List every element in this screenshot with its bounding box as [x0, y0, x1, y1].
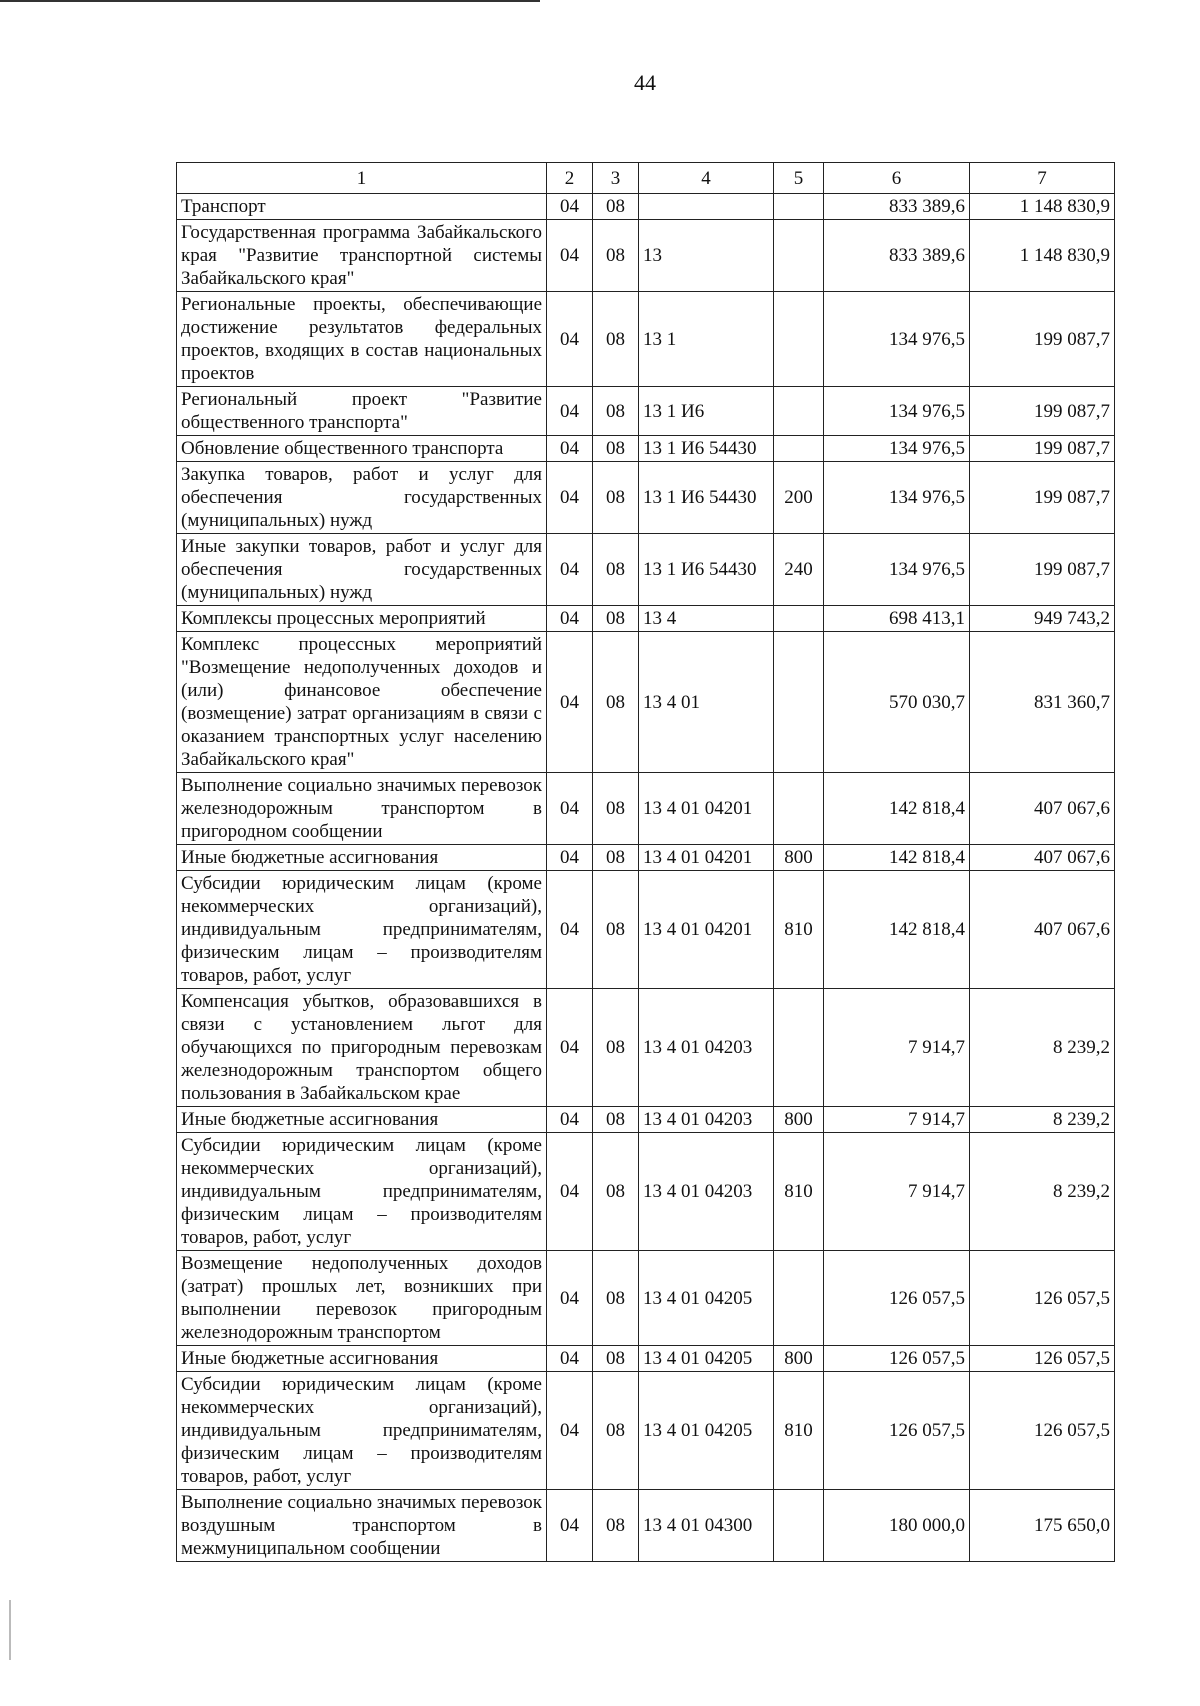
table-row	[177, 1346, 1115, 1372]
table-row	[177, 194, 1115, 220]
cell-target-article: 13	[639, 220, 774, 292]
cell-amount-col6: 142 818,4	[824, 845, 970, 871]
cell-name: Иные бюджетные ассигнования	[177, 845, 547, 871]
cell-target-article: 13 4 01 04203	[639, 1133, 774, 1251]
header-col-4: 4	[639, 163, 774, 194]
cell-amount-col6: 134 976,5	[824, 387, 970, 436]
cell-name: Иные бюджетные ассигнования	[177, 1346, 547, 1372]
cell-name: Региональные проекты, обеспечивающие достижение результатов федеральных проектов, входящих в состав национальных проектов	[177, 292, 547, 387]
header-col-6: 6	[824, 163, 970, 194]
cell-section: 04	[547, 292, 593, 387]
table-header-row	[177, 163, 1115, 194]
cell-subsection: 08	[593, 1372, 639, 1490]
cell-section: 04	[547, 220, 593, 292]
scan-margin-mark	[9, 1600, 11, 1660]
cell-expense-type	[774, 436, 824, 462]
cell-target-article: 13 4 01 04205	[639, 1372, 774, 1490]
cell-name: Иные закупки товаров, работ и услуг для обеспечения государственных (муниципальных) нужд	[177, 534, 547, 606]
table-row	[177, 436, 1115, 462]
table-row	[177, 632, 1115, 773]
cell-section: 04	[547, 606, 593, 632]
cell-target-article: 13 1 И6 54430	[639, 436, 774, 462]
cell-target-article: 13 4 01 04201	[639, 773, 774, 845]
cell-subsection: 08	[593, 1490, 639, 1562]
cell-subsection: 08	[593, 534, 639, 606]
header-col-7: 7	[970, 163, 1115, 194]
cell-amount-col7: 199 087,7	[970, 436, 1115, 462]
cell-expense-type	[774, 194, 824, 220]
cell-amount-col7: 407 067,6	[970, 845, 1115, 871]
cell-name: Обновление общественного транспорта	[177, 436, 547, 462]
cell-name: Комплексы процессных мероприятий	[177, 606, 547, 632]
cell-section: 04	[547, 1372, 593, 1490]
cell-section: 04	[547, 1346, 593, 1372]
table-row	[177, 220, 1115, 292]
cell-expense-type: 810	[774, 871, 824, 989]
cell-subsection: 08	[593, 871, 639, 989]
cell-target-article: 13 4 01 04300	[639, 1490, 774, 1562]
cell-amount-col7: 949 743,2	[970, 606, 1115, 632]
cell-expense-type: 800	[774, 1107, 824, 1133]
cell-subsection: 08	[593, 436, 639, 462]
cell-amount-col7: 199 087,7	[970, 292, 1115, 387]
cell-subsection: 08	[593, 1133, 639, 1251]
cell-section: 04	[547, 773, 593, 845]
cell-amount-col6: 570 030,7	[824, 632, 970, 773]
cell-amount-col6: 126 057,5	[824, 1372, 970, 1490]
cell-amount-col7: 1 148 830,9	[970, 194, 1115, 220]
table-row	[177, 773, 1115, 845]
cell-expense-type: 810	[774, 1133, 824, 1251]
cell-section: 04	[547, 632, 593, 773]
cell-amount-col6: 134 976,5	[824, 534, 970, 606]
cell-amount-col6: 142 818,4	[824, 871, 970, 989]
cell-amount-col6: 180 000,0	[824, 1490, 970, 1562]
cell-amount-col7: 175 650,0	[970, 1490, 1115, 1562]
cell-amount-col6: 126 057,5	[824, 1346, 970, 1372]
cell-name: Субсидии юридическим лицам (кроме некоммерческих организаций), индивидуальным предпринимателям, физическим лицам – производителям товаров, работ, услуг	[177, 1133, 547, 1251]
cell-section: 04	[547, 989, 593, 1107]
cell-section: 04	[547, 845, 593, 871]
cell-amount-col7: 8 239,2	[970, 1133, 1115, 1251]
cell-amount-col7: 199 087,7	[970, 534, 1115, 606]
table-row	[177, 989, 1115, 1107]
cell-amount-col6: 833 389,6	[824, 220, 970, 292]
cell-target-article: 13 1 И6 54430	[639, 462, 774, 534]
cell-amount-col7: 831 360,7	[970, 632, 1115, 773]
cell-section: 04	[547, 534, 593, 606]
cell-amount-col7: 126 057,5	[970, 1251, 1115, 1346]
cell-expense-type	[774, 292, 824, 387]
cell-subsection: 08	[593, 387, 639, 436]
cell-expense-type	[774, 1490, 824, 1562]
cell-expense-type: 810	[774, 1372, 824, 1490]
cell-target-article: 13 4 01 04203	[639, 989, 774, 1107]
cell-target-article: 13 4 01 04205	[639, 1251, 774, 1346]
cell-expense-type	[774, 606, 824, 632]
cell-subsection: 08	[593, 194, 639, 220]
cell-name: Комплекс процессных мероприятий "Возмещение недополученных доходов и (или) финансовое обеспечение (возмещение) затрат организациям в связи с оказанием транспортных услуг населению Забайкальского края"	[177, 632, 547, 773]
cell-name: Выполнение социально значимых перевозок воздушным транспортом в межмуниципальном сообщении	[177, 1490, 547, 1562]
cell-section: 04	[547, 436, 593, 462]
cell-name: Иные бюджетные ассигнования	[177, 1107, 547, 1133]
cell-subsection: 08	[593, 1107, 639, 1133]
table-row	[177, 1251, 1115, 1346]
cell-amount-col6: 134 976,5	[824, 436, 970, 462]
cell-name: Субсидии юридическим лицам (кроме некоммерческих организаций), индивидуальным предпринимателям, физическим лицам – производителям товаров, работ, услуг	[177, 871, 547, 989]
cell-amount-col6: 698 413,1	[824, 606, 970, 632]
header-col-3: 3	[593, 163, 639, 194]
table-row	[177, 845, 1115, 871]
cell-amount-col7: 126 057,5	[970, 1372, 1115, 1490]
cell-expense-type	[774, 989, 824, 1107]
table-row	[177, 1107, 1115, 1133]
table-row	[177, 1133, 1115, 1251]
cell-expense-type	[774, 773, 824, 845]
cell-name: Государственная программа Забайкальского края "Развитие транспортной системы Забайкальского края"	[177, 220, 547, 292]
cell-amount-col6: 7 914,7	[824, 989, 970, 1107]
cell-expense-type	[774, 632, 824, 773]
cell-amount-col7: 407 067,6	[970, 871, 1115, 989]
cell-target-article: 13 1 И6	[639, 387, 774, 436]
cell-section: 04	[547, 387, 593, 436]
cell-target-article: 13 4 01 04205	[639, 1346, 774, 1372]
cell-amount-col6: 7 914,7	[824, 1107, 970, 1133]
table-row	[177, 534, 1115, 606]
table-row	[177, 292, 1115, 387]
cell-amount-col7: 1 148 830,9	[970, 220, 1115, 292]
cell-subsection: 08	[593, 632, 639, 773]
cell-target-article	[639, 194, 774, 220]
scan-top-rule	[0, 0, 540, 2]
cell-amount-col6: 126 057,5	[824, 1251, 970, 1346]
cell-amount-col7: 407 067,6	[970, 773, 1115, 845]
cell-target-article: 13 4 01 04201	[639, 871, 774, 989]
cell-expense-type: 800	[774, 1346, 824, 1372]
cell-expense-type	[774, 1251, 824, 1346]
cell-amount-col6: 833 389,6	[824, 194, 970, 220]
cell-subsection: 08	[593, 773, 639, 845]
cell-name: Субсидии юридическим лицам (кроме некоммерческих организаций), индивидуальным предпринимателям, физическим лицам – производителям товаров, работ, услуг	[177, 1372, 547, 1490]
cell-subsection: 08	[593, 845, 639, 871]
table-row	[177, 462, 1115, 534]
cell-amount-col6: 134 976,5	[824, 292, 970, 387]
table-row	[177, 871, 1115, 989]
cell-name: Возмещение недополученных доходов (затрат) прошлых лет, возникших при выполнении перевозок пригородным железнодорожным транспортом	[177, 1251, 547, 1346]
cell-subsection: 08	[593, 220, 639, 292]
table-row	[177, 606, 1115, 632]
table-row	[177, 1490, 1115, 1562]
cell-target-article: 13 4 01 04201	[639, 845, 774, 871]
cell-target-article: 13 4 01 04203	[639, 1107, 774, 1133]
cell-subsection: 08	[593, 1251, 639, 1346]
table-body	[177, 194, 1115, 1562]
cell-section: 04	[547, 1133, 593, 1251]
table-row	[177, 1372, 1115, 1490]
budget-table	[176, 162, 1115, 1562]
cell-amount-col7: 8 239,2	[970, 989, 1115, 1107]
cell-section: 04	[547, 1107, 593, 1133]
cell-amount-col7: 8 239,2	[970, 1107, 1115, 1133]
cell-amount-col7: 199 087,7	[970, 462, 1115, 534]
cell-target-article: 13 4 01	[639, 632, 774, 773]
cell-expense-type	[774, 387, 824, 436]
cell-section: 04	[547, 462, 593, 534]
cell-amount-col6: 134 976,5	[824, 462, 970, 534]
header-col-2: 2	[547, 163, 593, 194]
cell-section: 04	[547, 1251, 593, 1346]
cell-amount-col6: 142 818,4	[824, 773, 970, 845]
cell-expense-type: 240	[774, 534, 824, 606]
cell-target-article: 13 1	[639, 292, 774, 387]
cell-section: 04	[547, 871, 593, 989]
cell-section: 04	[547, 194, 593, 220]
cell-name: Выполнение социально значимых перевозок железнодорожным транспортом в пригородном сообщении	[177, 773, 547, 845]
cell-expense-type	[774, 220, 824, 292]
cell-amount-col7: 199 087,7	[970, 387, 1115, 436]
header-col-5: 5	[774, 163, 824, 194]
cell-subsection: 08	[593, 292, 639, 387]
cell-amount-col7: 126 057,5	[970, 1346, 1115, 1372]
cell-name: Региональный проект "Развитие общественного транспорта"	[177, 387, 547, 436]
table-row	[177, 387, 1115, 436]
cell-target-article: 13 1 И6 54430	[639, 534, 774, 606]
page-number: 44	[634, 70, 656, 95]
cell-subsection: 08	[593, 606, 639, 632]
cell-name: Транспорт	[177, 194, 547, 220]
cell-subsection: 08	[593, 989, 639, 1107]
cell-subsection: 08	[593, 1346, 639, 1372]
cell-expense-type: 800	[774, 845, 824, 871]
cell-section: 04	[547, 1490, 593, 1562]
cell-name: Закупка товаров, работ и услуг для обеспечения государственных (муниципальных) нужд	[177, 462, 547, 534]
cell-subsection: 08	[593, 462, 639, 534]
header-col-1: 1	[177, 163, 547, 194]
cell-amount-col6: 7 914,7	[824, 1133, 970, 1251]
cell-name: Компенсация убытков, образовавшихся в связи с установлением льгот для обучающихся по пригородным перевозкам железнодорожным транспортом общего пользования в Забайкальском крае	[177, 989, 547, 1107]
cell-expense-type: 200	[774, 462, 824, 534]
cell-target-article: 13 4	[639, 606, 774, 632]
